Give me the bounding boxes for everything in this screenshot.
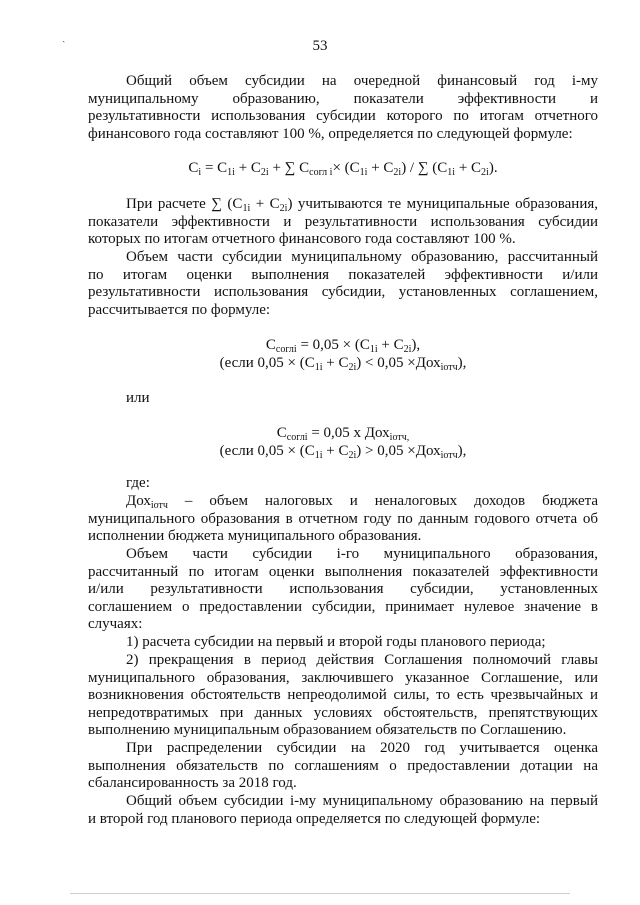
scan-edge-line — [70, 893, 570, 894]
formula-csogl-2: $C_{соглi} = 0,05$ х Дох$_{iотч,}$ (если $0,05 \times (C_{1i} + C_{2i}) > 0,05 \times Дох_{iотч}$), — [219, 425, 467, 461]
formula-ci: $C_i = C_{1i} + C_{2i}$ + ∑ $C_{согл i}\times (C_{1i} + C_{2i})$ / ∑ $(C_{1i} + C_{2i})$. — [188, 160, 498, 178]
paragraph-subsidy-total: Общий объем субсидии на очередной финансовый год i-му муниципальному образованию, показатели эффективности и результативности использования субсидии которого по итогам отчетного финансового года составляют 100 %, определяется по следующей формуле: — [88, 73, 598, 142]
paragraph-planning-period: Общий объем субсидии i-му муниципальному образованию на первый и второй год планового периода определяется по следующей формуле: — [88, 793, 598, 827]
or-label: или — [126, 390, 150, 406]
paragraph-2020-distribution: При распределении субсидии на 2020 год учитывается оценка выполнения обязательств по соглашениям о предоставлении дотации на сбалансированность за 2018 год. — [88, 740, 598, 792]
formula-csogl-1: $C_{соглi} = 0,05 \times (C_{1i} + C_{2i})$, (если $0,05 \times (C_{1i} + C_{2i}) < 0,05 \times Дох_{iотч}$), — [219, 337, 467, 373]
paragraph-income-definition: Дох$_{iотч}$ – объем налоговых и неналоговых доходов бюджета муниципального образования в отчетном году по данным годового отчета об исполнении бюджета муниципального образования. — [88, 493, 598, 545]
paragraph-sum-calculation: При расчете ∑ $(C_{1i} + C_{2i})$ учитываются те муниципальные образования, показатели эффективности и результативности использования субсидии которых по итогам отчетного финансового года составляют 100 %. — [88, 196, 599, 248]
paragraph-part-volume: Объем части субсидии муниципальному образованию, рассчитанный по итогам оценки выполнения показателей эффективности и/или результативности использования субсидии, установленных соглашением, рассчитывается по формуле: — [88, 249, 598, 318]
list-item-1: 1) расчета субсидии на первый и второй годы планового периода; — [126, 634, 546, 650]
where-label: где: — [126, 475, 150, 491]
list-item-2: 2) прекращения в период действия Соглашения полномочий главы муниципального образования, заключившего указанное Соглашение, или возникновения обстоятельств непреодолимой силы, то есть чрезвычайных и непредотвратимых при данных условиях обстоятельств, препятствующих выполнению муниципальным образованием обязательств по Соглашению. — [88, 652, 598, 739]
page-number: 53 — [312, 38, 328, 54]
scan-mark: ˏ — [62, 32, 66, 43]
paragraph-zero-value: Объем части субсидии i-го муниципального образования, рассчитанный по итогам оценки выполнения показателей эффективности и/или результативности использования субсидии, установленных соглашением о предоставлении субсидии, принимает нулевое значение в случаях: — [88, 546, 598, 633]
